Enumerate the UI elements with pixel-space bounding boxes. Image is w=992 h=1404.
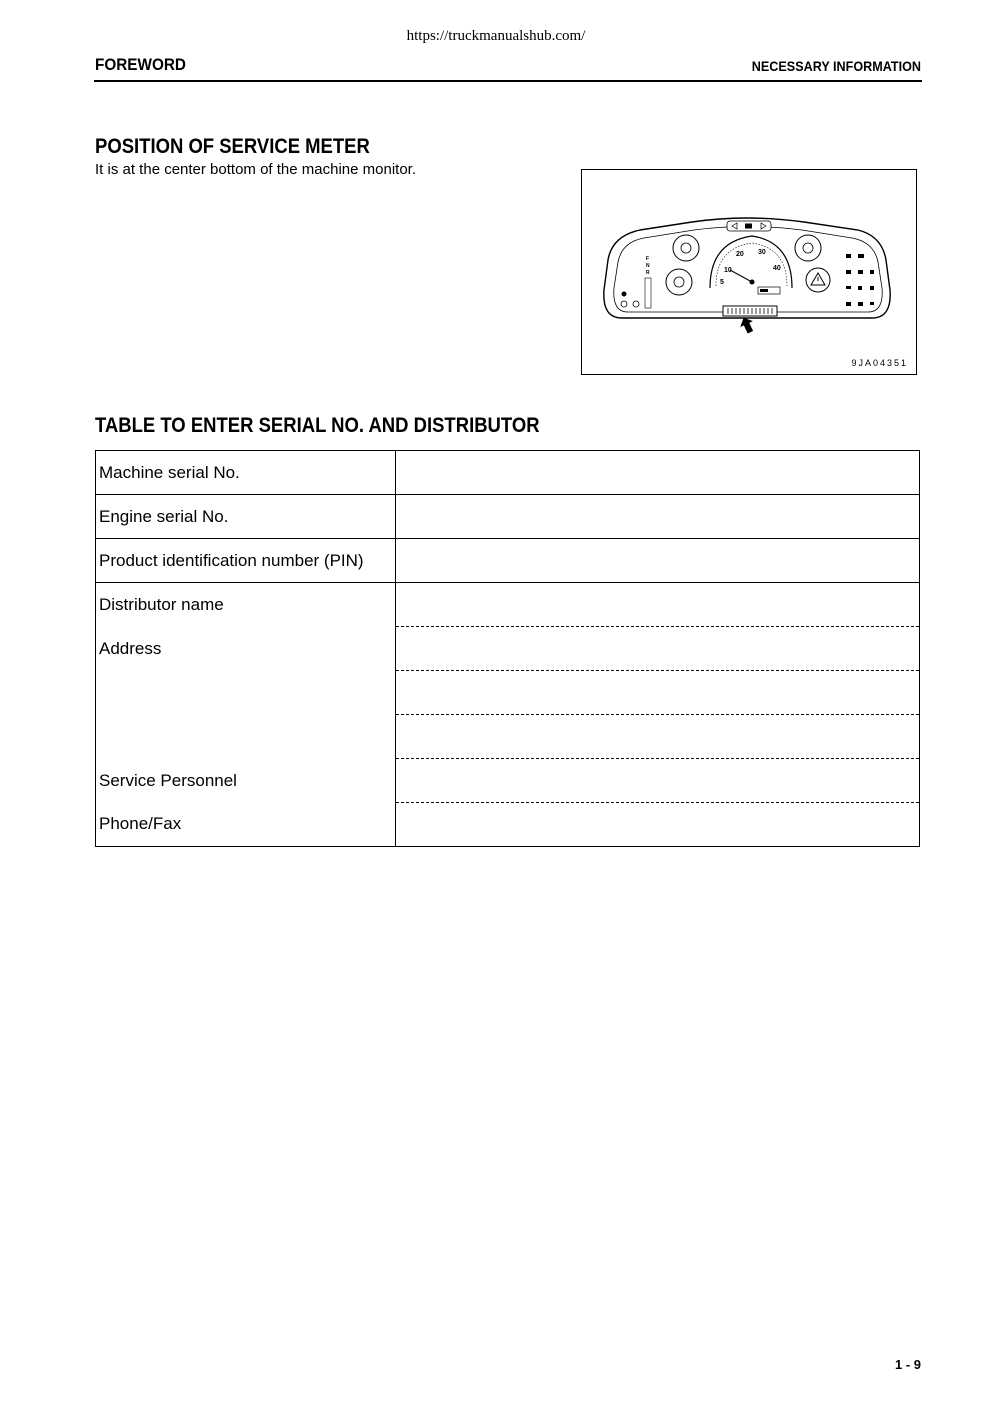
gear-label-n: N: [646, 263, 650, 269]
entry-field-machine-serial[interactable]: [396, 451, 920, 495]
entry-field-engine-serial[interactable]: [396, 495, 920, 539]
row-label-phone-fax: Phone/Fax: [96, 803, 396, 847]
table-row: [96, 451, 920, 495]
row-label-blank: [96, 715, 396, 759]
page-number: 1 - 9: [894, 1357, 921, 1372]
gauge-label-10: 10: [724, 267, 732, 274]
gauge-label-40: 40: [773, 265, 781, 272]
gauge-label-30: 30: [758, 249, 766, 256]
figure-code: 9JA04351: [851, 358, 908, 368]
serial-distributor-table: [95, 450, 920, 847]
row-label-distributor-name: Distributor name: [96, 583, 396, 627]
service-meter-heading: POSITION OF SERVICE METER: [95, 135, 370, 158]
table-row: [96, 759, 920, 803]
header-chapter-title: NECESSARY INFORMATION: [751, 58, 921, 74]
table-row: [96, 539, 920, 583]
table-row: [96, 715, 920, 759]
gauge-label-5: 5: [720, 279, 724, 286]
machine-monitor-drawing: [582, 170, 916, 374]
entry-field-pin[interactable]: [396, 539, 920, 583]
entry-field-address-1[interactable]: [396, 627, 920, 671]
gear-label-r: R: [646, 270, 650, 276]
row-label-address: Address: [96, 627, 396, 671]
row-label-pin: Product identification number (PIN): [96, 539, 396, 583]
machine-monitor-figure: [581, 169, 917, 375]
entry-field-distributor-name[interactable]: [396, 583, 920, 627]
table-row: [96, 803, 920, 847]
row-label-service-personnel: Service Personnel: [96, 759, 396, 803]
row-label-machine-serial: Machine serial No.: [96, 451, 396, 495]
serial-table-heading: TABLE TO ENTER SERIAL NO. AND DISTRIBUTOR: [95, 414, 540, 437]
row-label-blank: [96, 671, 396, 715]
gear-label-f: F: [646, 256, 650, 262]
entry-field-service-personnel[interactable]: [396, 759, 920, 803]
gauge-label-20: 20: [736, 251, 744, 258]
entry-field-phone-fax[interactable]: [396, 803, 920, 847]
header-rule: [94, 80, 922, 82]
table-row: [96, 671, 920, 715]
service-meter-description: It is at the center bottom of the machine monitor.: [95, 161, 416, 178]
header-section-title: FOREWORD: [95, 55, 186, 74]
table-row: [96, 495, 920, 539]
entry-field-address-3[interactable]: [396, 715, 920, 759]
table-row: [96, 627, 920, 671]
entry-field-address-2[interactable]: [396, 671, 920, 715]
source-url[interactable]: https://truckmanualshub.com/: [406, 28, 586, 44]
row-label-engine-serial: Engine serial No.: [96, 495, 396, 539]
table-row: [96, 583, 920, 627]
